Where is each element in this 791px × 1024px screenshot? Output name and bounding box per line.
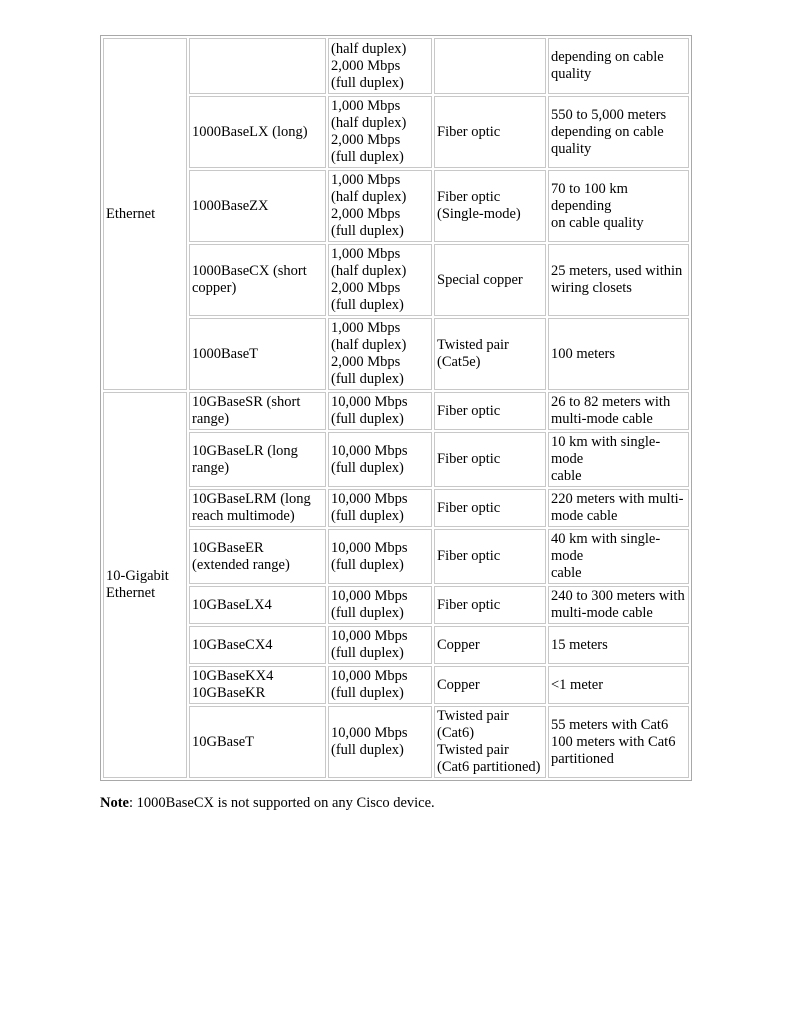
speed-cell-line: (full duplex) xyxy=(331,685,404,701)
speed-cell-line: 10,000 Mbps xyxy=(331,588,408,604)
distance-cell-line: on cable quality xyxy=(551,214,644,231)
standard-cell xyxy=(189,432,326,487)
note-text: : 1000BaseCX is not supported on any Cisco device. xyxy=(129,795,435,811)
speed-cell-line: 10,000 Mbps xyxy=(331,442,408,459)
standard-cell-line: 10GBaseLX4 xyxy=(192,596,272,613)
speed-cell-line: 10,000 Mbps xyxy=(331,394,408,410)
speed-cell-line: (half duplex) xyxy=(331,189,407,205)
distance-cell-line: <1 meter xyxy=(551,676,604,693)
standard-cell-line: 10GBaseLR (long xyxy=(192,442,298,459)
speed-cell xyxy=(328,529,432,584)
family-cell-line: 10-Gigabit xyxy=(106,568,169,584)
standard-cell-line: 10GBaseER xyxy=(192,539,264,556)
distance-cell xyxy=(548,392,689,430)
speed-cell-line: (full duplex) xyxy=(331,411,404,427)
distance-cell-line: 550 to 5,000 meters xyxy=(551,106,667,123)
distance-cell-line: 26 to 82 meters with xyxy=(551,394,671,410)
family-cell xyxy=(103,38,187,390)
speed-cell-line: (half duplex) xyxy=(331,40,407,57)
standard-cell-line: range) xyxy=(192,459,230,476)
speed-cell-line: 2,000 Mbps xyxy=(331,280,401,296)
table-row xyxy=(103,586,689,624)
distance-cell-line: depending on cable xyxy=(551,49,664,65)
standard-cell-line: 1000BaseLX (long) xyxy=(192,123,308,140)
speed-cell-line: 10,000 Mbps xyxy=(331,668,408,684)
standard-cell-line: reach multimode) xyxy=(192,508,295,524)
media-cell xyxy=(434,666,546,704)
speed-cell-line: (full duplex) xyxy=(331,223,404,239)
media-cell-line: (Cat6 partitioned) xyxy=(437,759,541,775)
media-cell-line: Fiber optic xyxy=(437,402,501,419)
media-cell xyxy=(434,489,546,527)
distance-cell-line: depending on cable xyxy=(551,123,664,140)
table-row xyxy=(103,96,689,168)
standard-cell xyxy=(189,38,326,94)
distance-cell xyxy=(548,96,689,168)
media-cell xyxy=(434,38,546,94)
distance-cell xyxy=(548,706,689,778)
speed-cell-line: (half duplex) xyxy=(331,263,407,279)
family-cell-line: Ethernet xyxy=(106,205,156,222)
distance-cell-line: partitioned xyxy=(551,750,614,767)
standard-cell xyxy=(189,392,326,430)
media-cell-line: Fiber optic xyxy=(437,596,501,613)
family-cell-line: Ethernet xyxy=(106,585,156,601)
table-row xyxy=(103,626,689,664)
distance-cell-line: 220 meters with multi- xyxy=(551,491,684,507)
speed-cell-line: (full duplex) xyxy=(331,459,404,476)
standard-cell-line: 10GBaseT xyxy=(192,733,255,750)
speed-cell-line: (full duplex) xyxy=(331,149,404,165)
distance-cell-line: multi-mode cable xyxy=(551,605,653,621)
standard-cell-line: range) xyxy=(192,411,230,427)
speed-cell-line: (full duplex) xyxy=(331,742,404,758)
speed-cell-line: 1,000 Mbps xyxy=(331,246,401,262)
media-cell-line: Fiber optic xyxy=(437,499,501,516)
distance-cell xyxy=(548,170,689,242)
table-row xyxy=(103,392,689,430)
media-cell xyxy=(434,529,546,584)
note-label: Note xyxy=(100,795,129,811)
media-cell-line: Fiber optic xyxy=(437,548,501,564)
distance-cell-line: 100 meters with Cat6 xyxy=(551,733,676,750)
speed-cell xyxy=(328,489,432,527)
distance-cell-line: 40 km with single-mode xyxy=(551,531,661,564)
speed-cell-line: (full duplex) xyxy=(331,645,404,661)
table-row xyxy=(103,432,689,487)
standard-cell-line: 10GBaseLRM (long xyxy=(192,491,311,507)
speed-cell-line: 1,000 Mbps xyxy=(331,98,401,114)
speed-cell-line: 10,000 Mbps xyxy=(331,628,408,644)
distance-cell-line: quality xyxy=(551,140,592,157)
standard-cell xyxy=(189,489,326,527)
standard-cell-line: 10GBaseKX4 xyxy=(192,668,274,684)
standard-cell xyxy=(189,626,326,664)
family-cell xyxy=(103,392,187,778)
speed-cell-line: 2,000 Mbps xyxy=(331,354,401,370)
media-cell-line: Twisted pair xyxy=(437,708,509,724)
media-cell-line: Special copper xyxy=(437,271,523,288)
speed-cell xyxy=(328,318,432,390)
speed-cell-line: (full duplex) xyxy=(331,371,404,387)
speed-cell xyxy=(328,96,432,168)
distance-cell-line: 55 meters with Cat6 xyxy=(551,716,669,733)
distance-cell xyxy=(548,244,689,316)
standard-cell-line: 1000BaseT xyxy=(192,345,259,362)
distance-cell-line: 10 km with single-mode xyxy=(551,434,661,467)
speed-cell xyxy=(328,432,432,487)
speed-cell xyxy=(328,244,432,316)
speed-cell-line: 2,000 Mbps xyxy=(331,57,401,74)
footnote xyxy=(100,795,692,812)
table-row xyxy=(103,38,689,94)
standard-cell-line: 10GBaseKR xyxy=(192,685,266,701)
media-cell-line: Copper xyxy=(437,676,480,693)
speed-cell xyxy=(328,626,432,664)
distance-cell xyxy=(548,318,689,390)
media-cell xyxy=(434,318,546,390)
ethernet-standards-table xyxy=(100,35,692,781)
speed-cell-line: 1,000 Mbps xyxy=(331,320,401,336)
distance-cell-line: cable xyxy=(551,565,582,581)
speed-cell-line: (full duplex) xyxy=(331,508,404,524)
distance-cell xyxy=(548,432,689,487)
speed-cell-line: (full duplex) xyxy=(331,297,404,313)
media-cell-line: (Single-mode) xyxy=(437,206,521,222)
speed-cell xyxy=(328,392,432,430)
media-cell-line: Copper xyxy=(437,636,480,653)
media-cell xyxy=(434,170,546,242)
media-cell xyxy=(434,96,546,168)
media-cell xyxy=(434,244,546,316)
standard-cell-line: 10GBaseSR (short xyxy=(192,394,301,410)
speed-cell-line: (half duplex) xyxy=(331,337,407,353)
media-cell-line: (Cat5e) xyxy=(437,354,481,370)
standard-cell xyxy=(189,170,326,242)
table-row xyxy=(103,489,689,527)
speed-cell xyxy=(328,38,432,94)
speed-cell-line: (half duplex) xyxy=(331,115,407,131)
speed-cell-line: 10,000 Mbps xyxy=(331,491,408,507)
distance-cell-line: cable xyxy=(551,468,582,484)
distance-cell-line: 15 meters xyxy=(551,636,608,653)
standard-cell xyxy=(189,666,326,704)
distance-cell xyxy=(548,529,689,584)
table-row xyxy=(103,666,689,704)
distance-cell-line: 25 meters, used within xyxy=(551,263,683,279)
standard-cell xyxy=(189,244,326,316)
media-cell xyxy=(434,706,546,778)
speed-cell-line: 10,000 Mbps xyxy=(331,539,408,556)
distance-cell-line: multi-mode cable xyxy=(551,411,653,427)
standard-cell xyxy=(189,96,326,168)
speed-cell-line: 2,000 Mbps xyxy=(331,132,401,148)
standard-cell-line: (extended range) xyxy=(192,556,290,573)
media-cell-line: Fiber optic xyxy=(437,189,501,205)
standard-cell-line: 1000BaseCX (short xyxy=(192,263,307,279)
speed-cell xyxy=(328,666,432,704)
media-cell-line: Fiber optic xyxy=(437,123,501,140)
distance-cell xyxy=(548,489,689,527)
media-cell xyxy=(434,626,546,664)
speed-cell-line: 1,000 Mbps xyxy=(331,172,401,188)
table-row xyxy=(103,170,689,242)
media-cell xyxy=(434,432,546,487)
speed-cell-line: (full duplex) xyxy=(331,74,404,91)
standard-cell-line: 1000BaseZX xyxy=(192,197,269,214)
media-cell xyxy=(434,586,546,624)
table-row xyxy=(103,706,689,778)
media-cell-line: Twisted pair xyxy=(437,337,509,353)
distance-cell-line: 240 to 300 meters with xyxy=(551,588,685,604)
distance-cell-line: 70 to 100 km depending xyxy=(551,180,628,214)
standard-cell xyxy=(189,529,326,584)
document-page xyxy=(100,35,692,812)
distance-cell-line: wiring closets xyxy=(551,280,632,296)
distance-cell xyxy=(548,38,689,94)
distance-cell xyxy=(548,626,689,664)
standard-cell-line: 10GBaseCX4 xyxy=(192,636,273,653)
speed-cell-line: 10,000 Mbps xyxy=(331,725,408,741)
distance-cell-line: 100 meters xyxy=(551,345,616,362)
table-row xyxy=(103,529,689,584)
speed-cell-line: (full duplex) xyxy=(331,556,404,573)
standard-cell-line: copper) xyxy=(192,280,237,296)
standard-cell xyxy=(189,586,326,624)
speed-cell xyxy=(328,706,432,778)
media-cell-line: Twisted pair xyxy=(437,742,509,758)
standard-cell xyxy=(189,706,326,778)
table-row xyxy=(103,244,689,316)
media-cell-line: Fiber optic xyxy=(437,451,501,467)
distance-cell-line: mode cable xyxy=(551,508,618,524)
table-row xyxy=(103,318,689,390)
distance-cell-line: quality xyxy=(551,66,592,82)
distance-cell xyxy=(548,586,689,624)
table-body xyxy=(103,38,689,778)
media-cell xyxy=(434,392,546,430)
speed-cell-line: (full duplex) xyxy=(331,605,404,621)
speed-cell-line: 2,000 Mbps xyxy=(331,206,401,222)
media-cell-line: (Cat6) xyxy=(437,725,475,741)
distance-cell xyxy=(548,666,689,704)
speed-cell xyxy=(328,170,432,242)
standard-cell xyxy=(189,318,326,390)
speed-cell xyxy=(328,586,432,624)
